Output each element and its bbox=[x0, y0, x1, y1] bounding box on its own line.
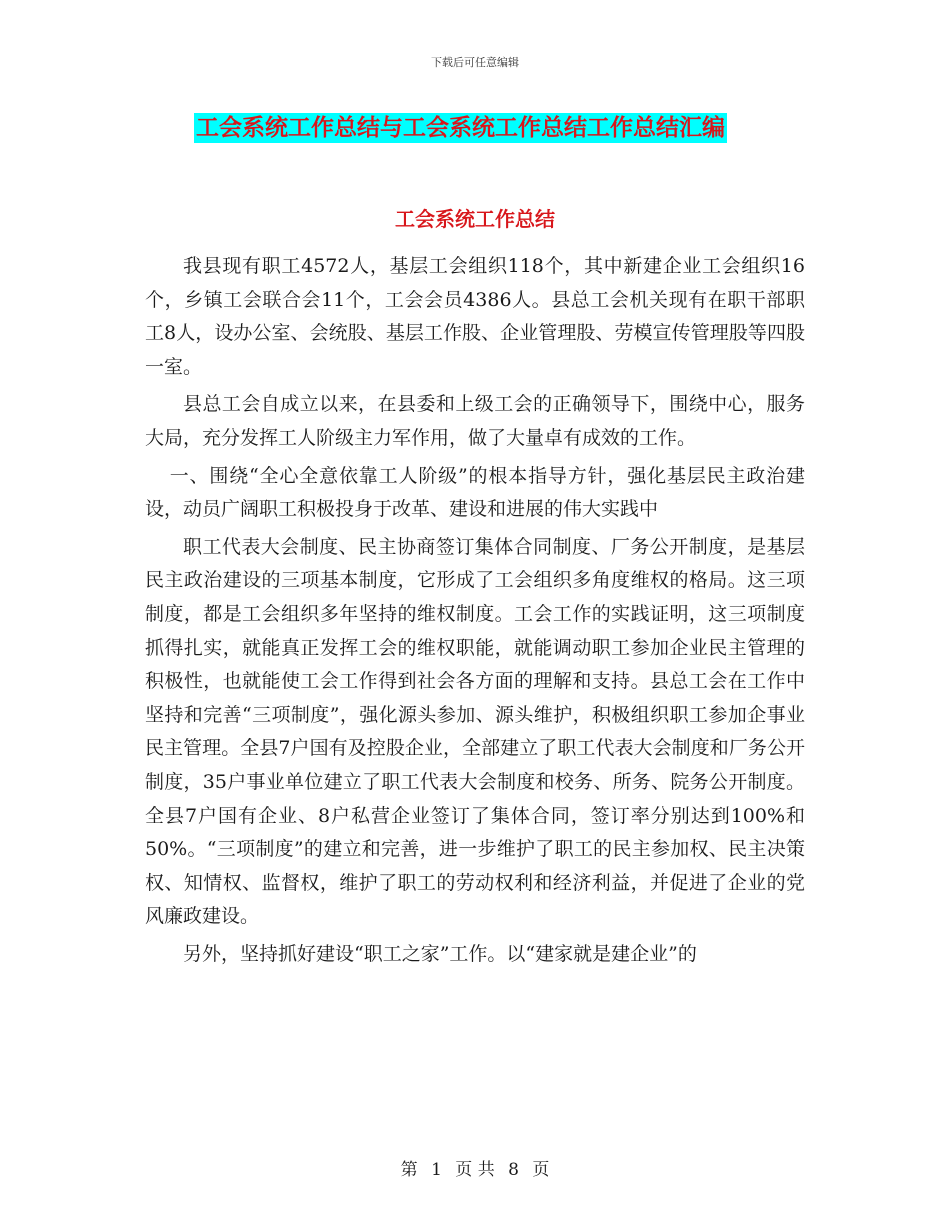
document-body bbox=[145, 250, 805, 975]
footer-prefix: 第 bbox=[400, 1160, 418, 1180]
header-note: 下载后可任意编辑 bbox=[431, 56, 519, 69]
paragraph: 我县现有职工4572人，基层工会组织118个，其中新建企业工会组织16个，乡镇工会联合会11个，工会会员4386人。县总工会机关现有在职干部职工8人，设办公室、会统股、基层工作股、企业管理股、劳模宣传管理股等四股一室。 bbox=[145, 255, 805, 378]
paragraph: 职工代表大会制度、民主协商签订集体合同制度、厂务公开制度，是基层民主政治建设的三项基本制度，它形成了工会组织多角度维权的格局。这三项制度，都是工会组织多年坚持的维权制度。工会工作的实践证明，这三项制度抓得扎实，就能真正发挥工会的维权职能，就能调动职工参加企业民主管理的积极性，也就能使工会工作得到社会各方面的理解和支持。县总工会在工作中坚持和完善“三项制度”，强化源头参加、源头维护，积极组织职工参加企事业民主管理。全县7户国有及控股企业，全部建立了职工代表大会制度和厂务公开制度，35户事业单位建立了职工代表大会制度和校务、所务、院务公开制度。全县7户国有企业、8户私营企业签订了集体合同，签订率分别达到100%和50%。“三项制度”的建立和完善，进一步维护了职工的民主参加权、民主决策权、知情权、监督权，维护了职工的劳动权利和经济利益，并促进了企业的党风廉政建设。 bbox=[145, 535, 805, 928]
section-title: 工会系统工作总结 bbox=[395, 207, 555, 231]
footer-mid: 页 共 bbox=[455, 1160, 495, 1180]
section-heading-paragraph: 一、围绕“全心全意依靠工人阶级”的根本指导方针，强化基层民主政治建设，动员广阔职工积极投身于改革、建设和进展的伟大实践中 bbox=[145, 464, 805, 521]
paragraph: 县总工会自成立以来，在县委和上级工会的正确领导下，围绕中心，服务大局，充分发挥工人阶级主力军作用，做了大量卓有成效的工作。 bbox=[145, 393, 805, 449]
footer-suffix: 页 bbox=[532, 1160, 550, 1180]
paragraph: 另外，坚持抓好建设“职工之家”工作。以“建家就是建企业”的 bbox=[183, 942, 697, 965]
footer-page-number: 1 bbox=[431, 1160, 442, 1180]
footer-total-pages: 8 bbox=[508, 1160, 519, 1180]
document-banner-title: 工会系统工作总结与工会系统工作总结工作总结汇编 bbox=[196, 115, 725, 141]
page-footer bbox=[0, 1155, 950, 1180]
